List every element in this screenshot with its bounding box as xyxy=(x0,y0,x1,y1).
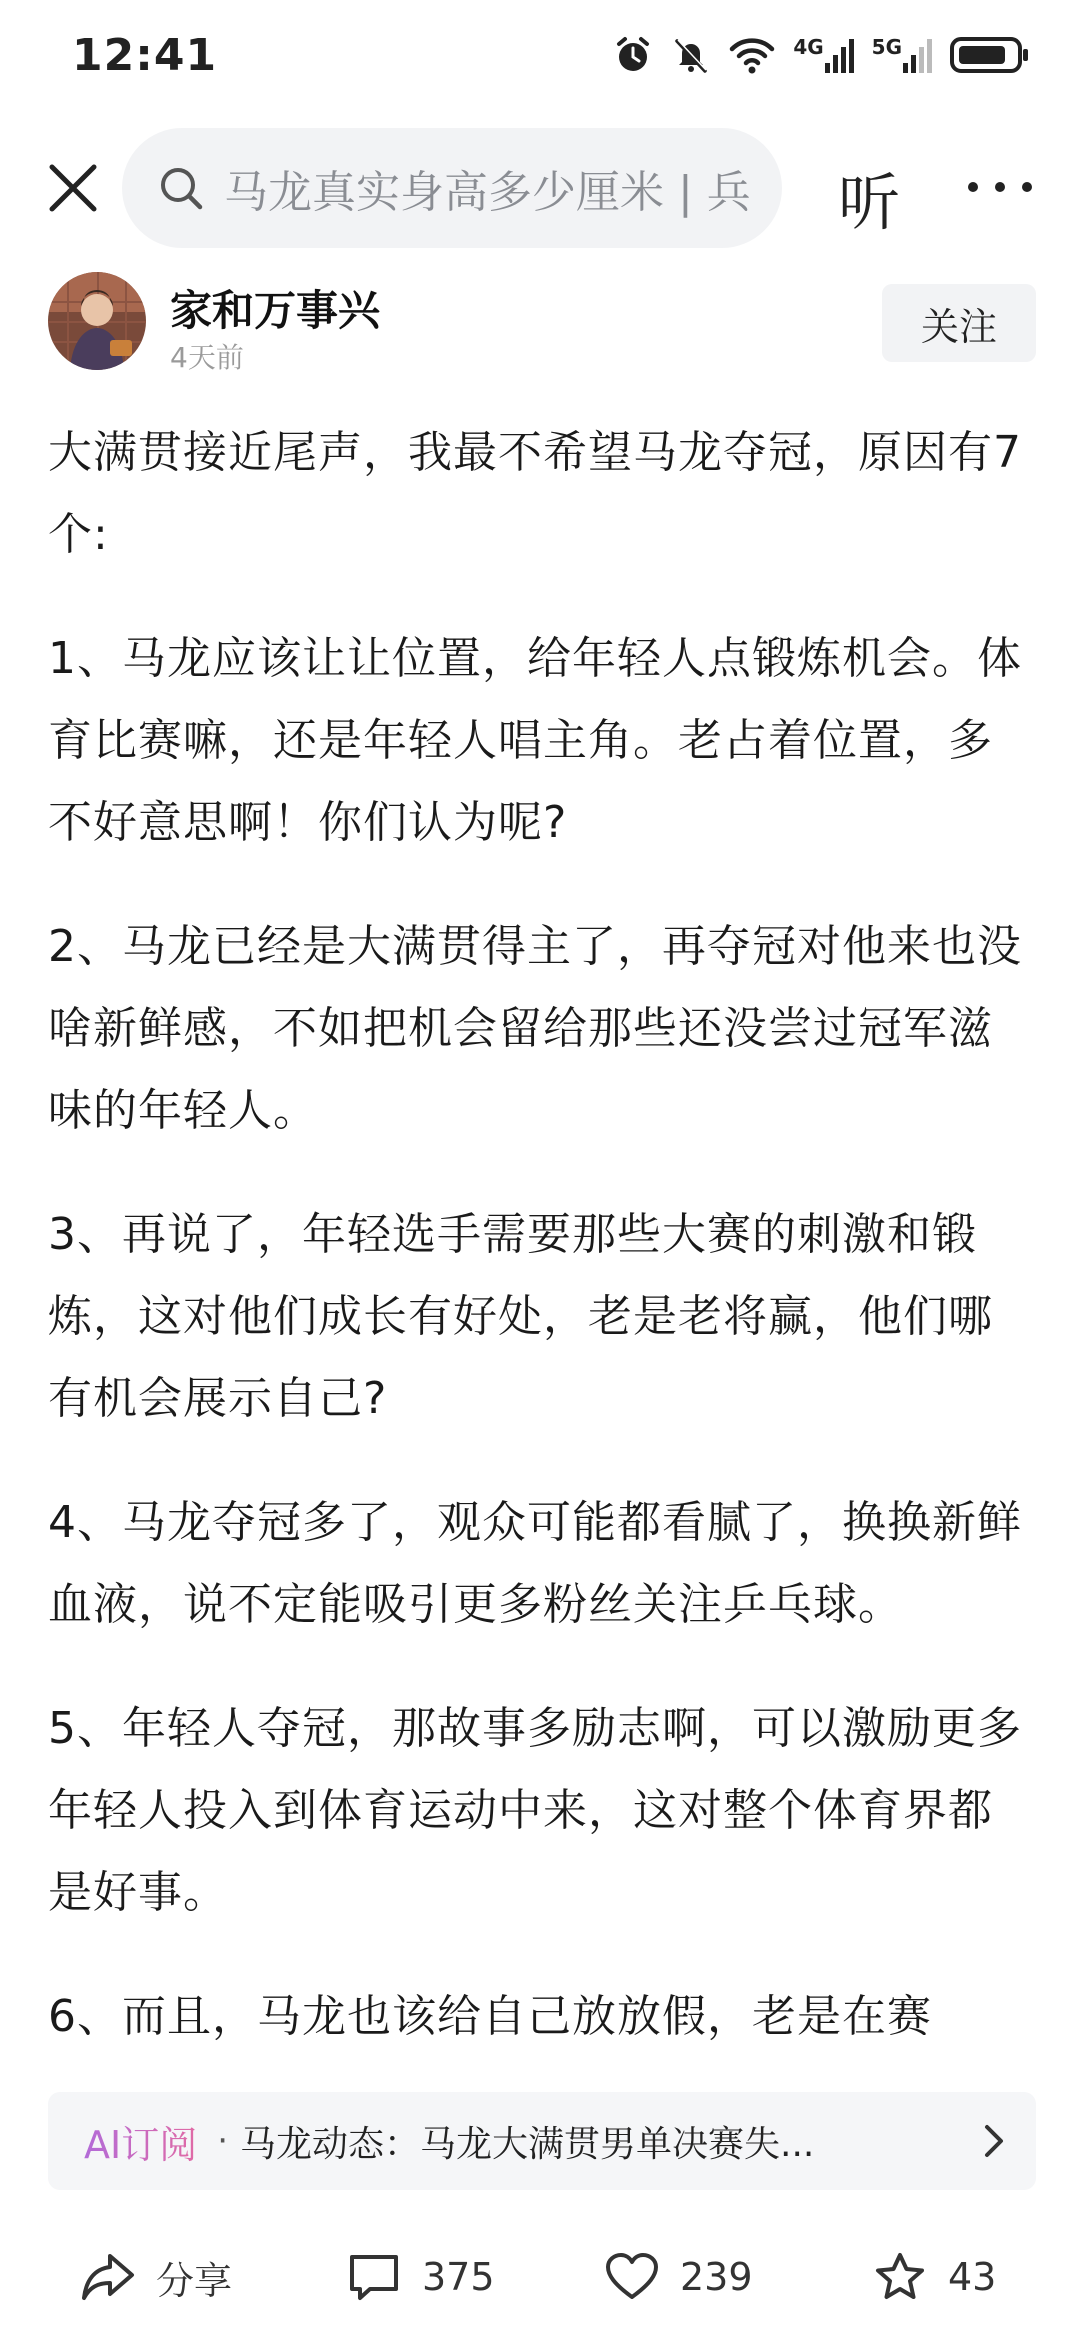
search-query-text: 马龙真实身高多少厘米 | 兵 xyxy=(224,167,751,218)
status-icons xyxy=(613,30,1030,80)
post-time: 4天前 xyxy=(170,341,244,374)
battery-icon xyxy=(950,35,1030,75)
favorite-count: 43 xyxy=(948,2255,997,2299)
share-icon xyxy=(80,2251,136,2303)
more-dot-icon xyxy=(995,182,1005,192)
ai-subscription-bar[interactable] xyxy=(48,2092,1036,2190)
like-count: 239 xyxy=(680,2255,753,2299)
article-paragraph: 2、马龙已经是大满贯得主了，再夺冠对他来也没啥新鲜感，不如把机会留给那些还没尝过冠军滋味的年轻人。 xyxy=(48,921,1022,1136)
avatar[interactable] xyxy=(48,272,146,370)
ai-subscription-text: 马龙动态：马龙大满贯男单决赛失... xyxy=(240,2123,815,2165)
wifi-icon xyxy=(729,35,775,75)
signal-4g-icon xyxy=(793,35,853,75)
chevron-right-icon xyxy=(982,2124,1006,2158)
bottom-action-bar xyxy=(0,2220,1080,2340)
listen-button[interactable]: 听 xyxy=(838,166,901,239)
comment-icon xyxy=(346,2251,402,2303)
ai-subscription-label: AI订阅 xyxy=(84,2114,197,2169)
search-header xyxy=(0,125,1080,250)
separator-dot: · xyxy=(217,2121,229,2161)
more-dot-icon xyxy=(968,182,978,192)
network-5g-label: 5G xyxy=(871,35,902,59)
author-row xyxy=(0,272,1080,382)
status-time: 12:41 xyxy=(72,30,218,81)
like-button[interactable] xyxy=(604,2242,753,2312)
status-bar xyxy=(0,0,1080,120)
close-button[interactable] xyxy=(40,155,106,221)
search-box[interactable] xyxy=(122,128,782,248)
follow-button[interactable]: 关注 xyxy=(882,284,1036,362)
comment-button[interactable] xyxy=(346,2242,495,2312)
article-paragraph: 5、年轻人夺冠，那故事多励志啊，可以激励更多年轻人投入到体育运动中来，这对整个体育界都是好事。 xyxy=(48,1703,1022,1918)
mute-icon xyxy=(671,35,711,75)
signal-5g-icon xyxy=(872,35,932,75)
star-icon xyxy=(872,2251,928,2303)
article-paragraph: 1、马龙应该让让位置，给年轻人点锻炼机会。体育比赛嘛，还是年轻人唱主角。老占着位置，多不好意思啊！你们认为呢? xyxy=(48,633,1022,848)
article-paragraph: 3、再说了，年轻选手需要那些大赛的刺激和锻炼，这对他们成长有好处，老是老将赢，他们哪有机会展示自己? xyxy=(48,1209,993,1424)
close-icon xyxy=(46,161,100,215)
share-label: 分享 xyxy=(156,2258,233,2303)
share-button[interactable] xyxy=(80,2242,232,2312)
more-options-button[interactable] xyxy=(968,169,1032,205)
alarm-icon xyxy=(613,35,653,75)
article-paragraph: 4、马龙夺冠多了，观众可能都看腻了，换换新鲜血液，说不定能吸引更多粉丝关注乒乓球。 xyxy=(48,1497,1022,1630)
heart-icon xyxy=(604,2251,660,2303)
search-icon xyxy=(158,165,204,211)
more-dot-icon xyxy=(1022,182,1032,192)
article-body xyxy=(48,412,1024,2067)
article-paragraph: 大满贯接近尾声，我最不希望马龙夺冠，原因有7个: xyxy=(48,427,1022,560)
network-4g-label: 4G xyxy=(793,35,824,59)
author-name[interactable]: 家和万事兴 xyxy=(170,286,381,335)
comment-count: 375 xyxy=(422,2255,495,2299)
article-paragraph: 6、而且，马龙也该给自己放放假，老是在赛 xyxy=(48,1991,932,2042)
favorite-button[interactable] xyxy=(872,2242,996,2312)
